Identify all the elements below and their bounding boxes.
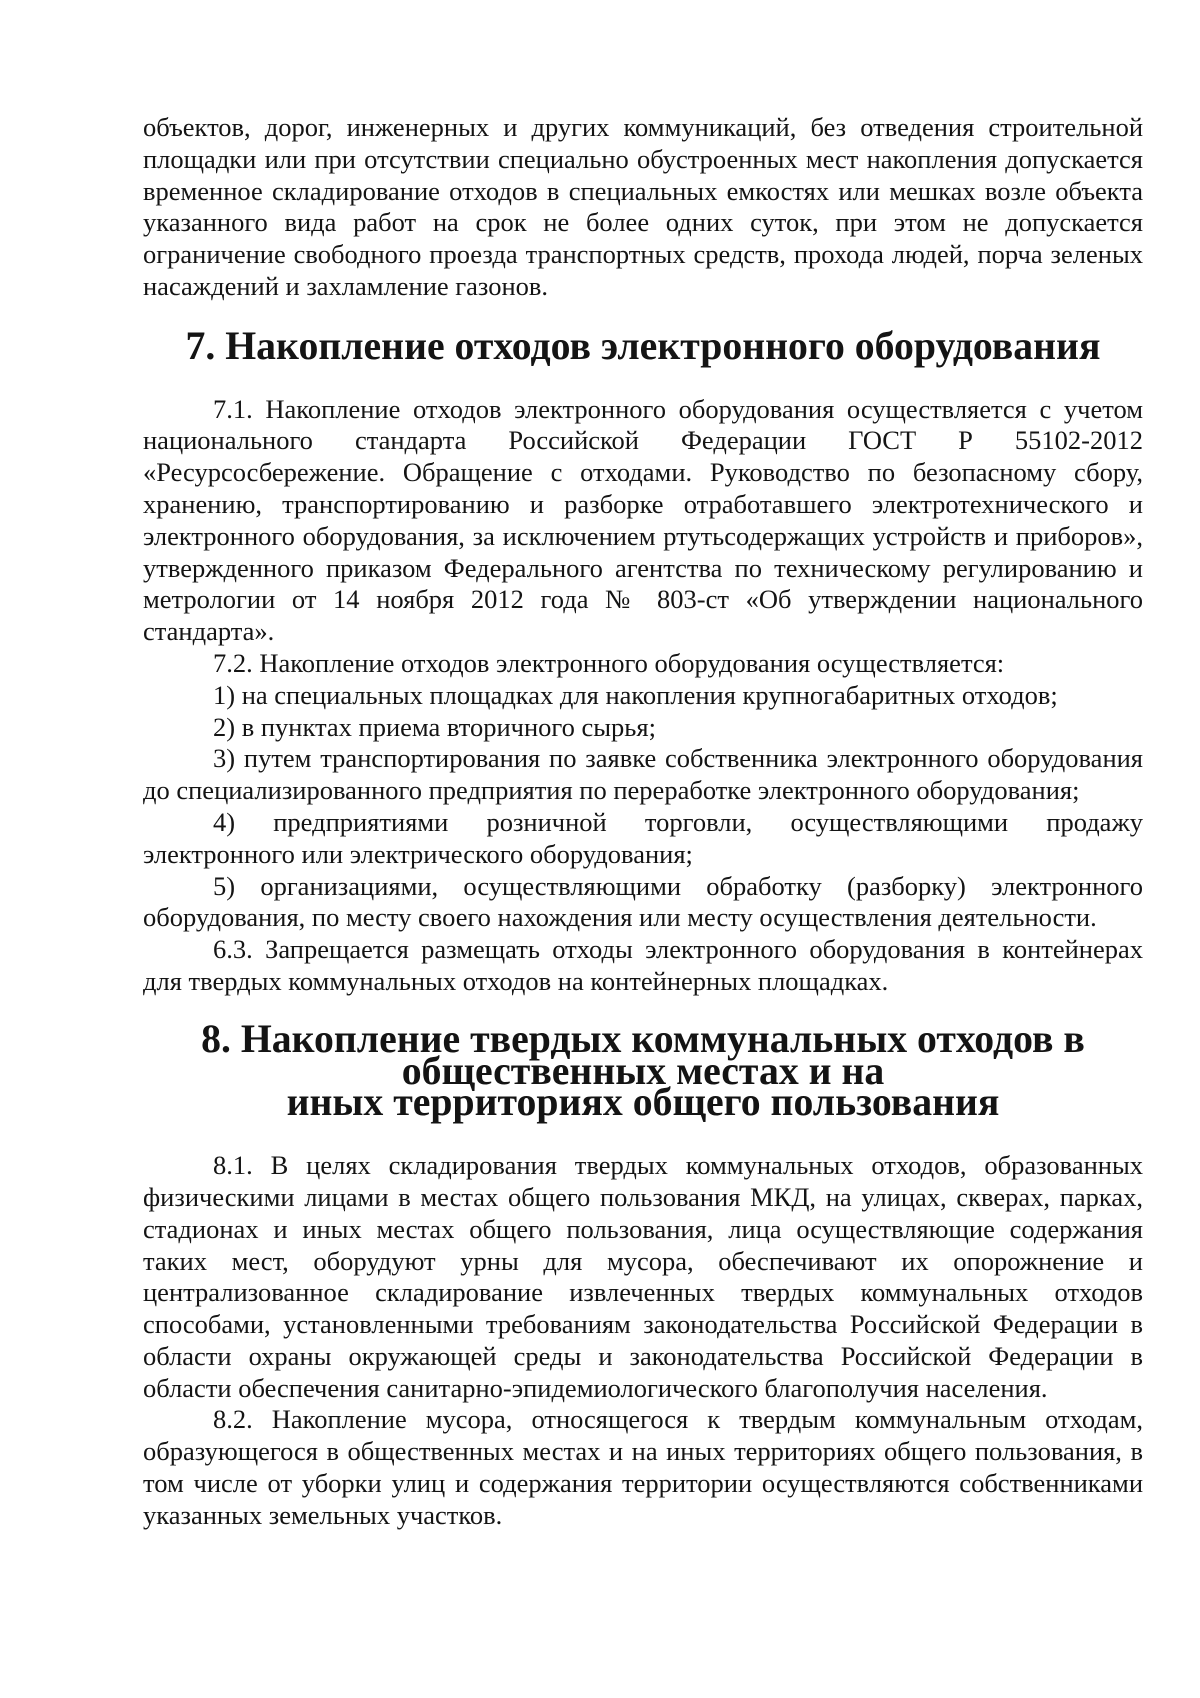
- clause-7-1: 7.1. Накопление отходов электронного оборудования осуществляется с учетом национального стандарта Российской Федерации ГОСТ Р 55102-2012 «Ресурсосбережение. Обращение с отходами. Руководство по безопасному сбору, хранению, транспортированию и разборке отработавшего электротехнического и электронного оборудования, за исключением ртутьсодержащих устройств и приборов», утвержденного приказом Федерального агентства по техническому регулированию и метрологии от 14 ноября 2012 года № 803-ст «Об утверждении национального стандарта».: [143, 393, 1143, 647]
- clause-8-2: 8.2. Накопление мусора, относящегося к твердым коммунальным отходам, образующегося в общественных местах и на иных территориях общего пользования, в том числе от уборки улиц и содержания территории осуществляются собственниками указанных земельных участков.: [143, 1404, 1143, 1530]
- clause-6-3: 6.3. Запрещается размещать отходы электронного оборудования в контейнерах для твердых коммунальных отходов на контейнерных площадках.: [143, 934, 1143, 996]
- section-8-heading: [143, 1016, 1143, 1125]
- list-item-3: 3) путем транспортирования по заявке собственника электронного оборудования до специализированного предприятия по переработке электронного оборудования;: [143, 743, 1143, 806]
- section-8-heading-line-1: 8. Накопление твердых коммунальных отходов в общественных местах и на: [201, 1016, 1085, 1093]
- section-8-body: [143, 1150, 1143, 1532]
- section-7-body: [143, 394, 1143, 998]
- section-8-heading-line-2: иных территориях общего пользования: [286, 1080, 1000, 1125]
- clause-7-2: 7.2. Накопление отходов электронного оборудования осуществляется:: [213, 647, 1005, 678]
- intro-paragraph: объектов, дорог, инженерных и других коммуникаций, без отведения строительной площадки или при отсутствии специально обустроенных мест накопления допускается временное складирование отходов в специальных емкостях или мешках возле объекта указанного вида работ на срок не более одних суток, при этом не допускается ограничение свободного проезда транспортных средств, прохода людей, порча зеленых насаждений и захламление газонов.: [143, 112, 1143, 301]
- clause-8-1: 8.1. В целях складирования твердых коммунальных отходов, образованных физическими лицами в местах общего пользования МКД, на улицах, скверах, парках, стадионах и иных местах общего пользования, лица осуществляющие содержания таких мест, оборудуют урны для мусора, обеспечивают их опорожнение и централизованное складирование извлеченных твердых коммунальных отходов способами, установленными требованиям законодательства Российской Федерации в области охраны окружающей среды и законодательства Российской Федерации в области обеспечения санитарно-эпидемиологического благополучия населения.: [143, 1150, 1143, 1403]
- list-item-4: 4) предприятиями розничной торговли, осуществляющими продажу электронного или электрического оборудования;: [143, 806, 1143, 869]
- section-7-heading: 7. Накопление отходов электронного оборудования: [185, 323, 1101, 368]
- list-item-1: 1) на специальных площадках для накопления крупногабаритных отходов;: [213, 679, 1058, 710]
- list-item-5: 5) организациями, осуществляющими обработку (разборку) электронного оборудования, по месту своего нахождения или месту осуществления деятельности.: [143, 870, 1143, 933]
- document-page: [143, 112, 1143, 1532]
- list-item-2: 2) в пунктах приема вторичного сырья;: [213, 711, 656, 742]
